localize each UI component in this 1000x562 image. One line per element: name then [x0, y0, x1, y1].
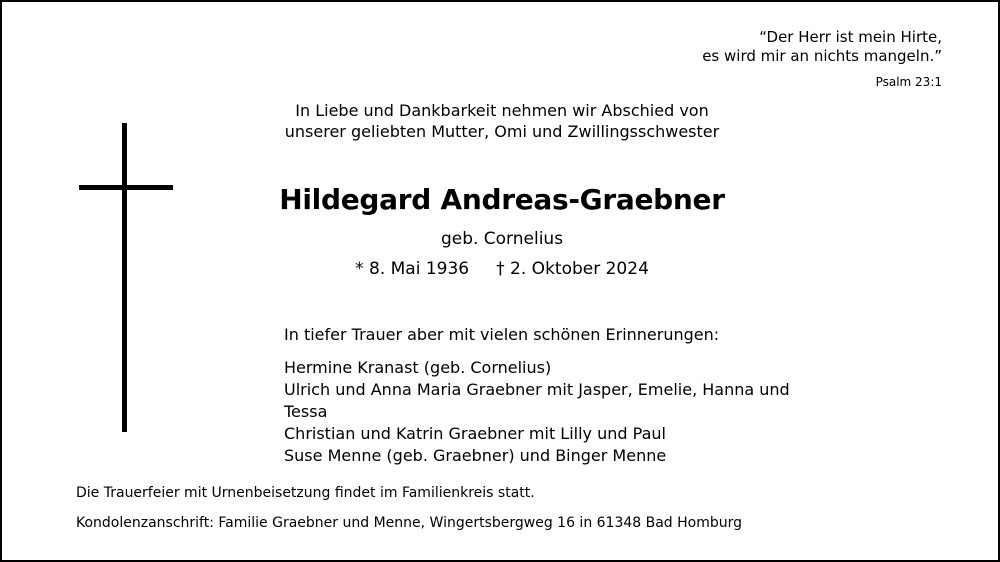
condolence-address: Kondolenzanschrift: Familie Graebner und Menne, Wingertsbergweg 16 in 61348 Bad Homburg [76, 515, 743, 531]
intro-line-2: unserer geliebten Mutter, Omi und Zwillingsschwester [284, 122, 720, 141]
mourner-entry: Tessa [284, 402, 328, 421]
quote-line-1: “Der Herr ist mein Hirte, [759, 28, 942, 46]
birth-date: * 8. Mai 1936 [355, 259, 470, 279]
deceased-name: Hildegard Andreas-Graebner [279, 183, 725, 216]
death-date: † 2. Oktober 2024 [496, 259, 649, 279]
quote-reference: Psalm 23:1 [875, 75, 942, 89]
cross-icon-vertical-bar [122, 123, 127, 432]
mourner-entry: Ulrich und Anna Maria Graebner mit Jasper, Emelie, Hanna und [284, 380, 790, 399]
mourners-list [284, 357, 844, 467]
life-dates [202, 258, 802, 280]
ceremony-note: Die Trauerfeier mit Urnenbeisetzung findet im Familienkreis statt. [76, 485, 535, 501]
maiden-name: geb. Cornelius [440, 229, 564, 249]
intro-text [202, 100, 802, 142]
quote-line-2: es wird mir an nichts mangeln.” [702, 47, 942, 65]
bible-quote [702, 28, 942, 66]
mourner-entry: Suse Menne (geb. Graebner) und Binger Menne [284, 446, 667, 465]
cross-icon-horizontal-bar [79, 185, 173, 190]
mourner-entry: Hermine Kranast (geb. Cornelius) [284, 358, 552, 377]
mourners-heading: In tiefer Trauer aber mit vielen schönen Erinnerungen: [284, 325, 720, 344]
mourner-entry: Christian und Katrin Graebner mit Lilly und Paul [284, 424, 666, 443]
intro-line-1: In Liebe und Dankbarkeit nehmen wir Abschied von [295, 101, 709, 120]
